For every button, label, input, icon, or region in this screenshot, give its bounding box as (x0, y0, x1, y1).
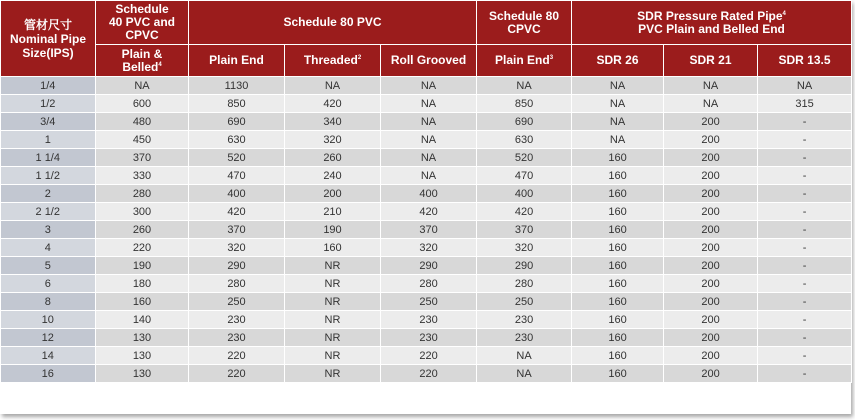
cell-cpvc-plain-end: NA (477, 365, 572, 383)
header-s80c-line-1: Schedule 80 (489, 8, 560, 23)
cell-sched80-threaded: 200 (285, 185, 381, 203)
cell-sched80-roll-grooved: NA (381, 113, 477, 131)
table-row (1, 329, 852, 347)
cell-sched80-roll-grooved: 290 (381, 257, 477, 275)
cell-sched80-threaded: NR (285, 257, 381, 275)
cell-sdr-26: 160 (572, 221, 664, 239)
cell-sched80-roll-grooved: NA (381, 131, 477, 149)
table-row (1, 149, 852, 167)
header-belled-footnote: 4 (158, 61, 162, 68)
cell-sched40-plain-belled: 260 (96, 221, 189, 239)
cell-sched80-threaded: NR (285, 329, 381, 347)
cell-sdr-26: 160 (572, 293, 664, 311)
cell-sched80-roll-grooved: 320 (381, 239, 477, 257)
cell-sdr-13-5: - (758, 347, 852, 365)
table-body (1, 77, 852, 383)
cell-sched80-threaded: NR (285, 311, 381, 329)
cell-sched80-roll-grooved: NA (381, 167, 477, 185)
header-schedule-40 (96, 1, 189, 45)
cell-sdr-26: 160 (572, 149, 664, 167)
cell-sdr-13-5: - (758, 365, 852, 383)
cell-size: 6 (1, 275, 96, 293)
cell-sdr-13-5: - (758, 257, 852, 275)
cell-sched80-plain-end: 420 (189, 203, 285, 221)
table-row (1, 167, 852, 185)
cell-sched80-roll-grooved: NA (381, 149, 477, 167)
cell-sched40-plain-belled: 220 (96, 239, 189, 257)
table-row (1, 203, 852, 221)
cell-sched80-roll-grooved: 230 (381, 311, 477, 329)
table-row (1, 95, 852, 113)
cell-sdr-21: 200 (664, 239, 758, 257)
cell-sched40-plain-belled: 130 (96, 329, 189, 347)
cell-sdr-13-5: NA (758, 77, 852, 95)
cell-cpvc-plain-end: 470 (477, 167, 572, 185)
cell-sched80-roll-grooved: 280 (381, 275, 477, 293)
header-size-line-1: 管材尺寸 (23, 17, 72, 32)
header-sdr-line-2: PVC Plain and Belled End (638, 21, 785, 36)
cell-sdr-26: NA (572, 77, 664, 95)
cell-sdr-21: 200 (664, 311, 758, 329)
header-sdr-line-1 (574, 10, 849, 23)
header-threaded (285, 45, 381, 77)
header-sdr-21: SDR 21 (664, 45, 758, 77)
cell-sdr-13-5: - (758, 185, 852, 203)
cell-sched40-plain-belled: 130 (96, 365, 189, 383)
cell-sched40-plain-belled: 370 (96, 149, 189, 167)
cell-sched80-threaded: 320 (285, 131, 381, 149)
cell-sched80-threaded: 260 (285, 149, 381, 167)
cell-sched80-roll-grooved: 220 (381, 347, 477, 365)
cell-cpvc-plain-end: 230 (477, 311, 572, 329)
cell-sdr-26: 160 (572, 311, 664, 329)
cell-size: 10 (1, 311, 96, 329)
cell-cpvc-plain-end: 370 (477, 221, 572, 239)
cell-cpvc-plain-end: 630 (477, 131, 572, 149)
header-belled: Belled (122, 59, 159, 74)
cell-sched80-plain-end: 250 (189, 293, 285, 311)
cell-size: 1 1/4 (1, 149, 96, 167)
cell-cpvc-plain-end: 320 (477, 239, 572, 257)
cell-sched80-plain-end: 370 (189, 221, 285, 239)
header-sdr-26: SDR 26 (572, 45, 664, 77)
cell-sched80-plain-end: 290 (189, 257, 285, 275)
cell-cpvc-plain-end: NA (477, 347, 572, 365)
cell-sdr-21: 200 (664, 275, 758, 293)
cell-size: 1 (1, 131, 96, 149)
cell-sdr-21: 200 (664, 203, 758, 221)
cell-sched80-plain-end: 230 (189, 311, 285, 329)
header-cpvc-plain-end (477, 45, 572, 77)
cell-sdr-26: 160 (572, 347, 664, 365)
cell-sched80-plain-end: 280 (189, 275, 285, 293)
cell-cpvc-plain-end: 280 (477, 275, 572, 293)
cell-sched80-plain-end: 850 (189, 95, 285, 113)
header-threaded-footnote: 2 (357, 55, 362, 61)
cell-size: 3 (1, 221, 96, 239)
header-schedule-80-pvc: Schedule 80 PVC (189, 1, 477, 45)
cell-sched80-threaded: 210 (285, 203, 381, 221)
table-row (1, 221, 852, 239)
table-header (1, 1, 852, 77)
cell-sched80-roll-grooved: 230 (381, 329, 477, 347)
cell-size: 14 (1, 347, 96, 365)
cell-sdr-13-5: - (758, 131, 852, 149)
cell-cpvc-plain-end: NA (477, 77, 572, 95)
cell-sched40-plain-belled: 480 (96, 113, 189, 131)
cell-size: 5 (1, 257, 96, 275)
cell-size: 1/2 (1, 95, 96, 113)
table-row (1, 131, 852, 149)
cell-sched80-threaded: 340 (285, 113, 381, 131)
header-size-line-2: Nominal Pipe (9, 31, 86, 46)
cell-sdr-21: 200 (664, 185, 758, 203)
cell-size: 3/4 (1, 113, 96, 131)
cell-size: 4 (1, 239, 96, 257)
cell-sched80-threaded: NR (285, 365, 381, 383)
cell-sdr-13-5: - (758, 203, 852, 221)
header-plain-end: Plain End (189, 45, 285, 77)
header-s40-plain-belled (96, 45, 189, 77)
table-row (1, 293, 852, 311)
cell-size: 1/4 (1, 77, 96, 95)
cell-sdr-26: 160 (572, 239, 664, 257)
cell-size: 12 (1, 329, 96, 347)
header-s40-line-2: 40 PVC and (108, 15, 176, 29)
cell-sdr-13-5: - (758, 275, 852, 293)
header-size-line-3: Size(IPS) (22, 45, 74, 60)
cell-sdr-13-5: - (758, 167, 852, 185)
cell-sched80-plain-end: 690 (189, 113, 285, 131)
header-nominal-size (1, 1, 96, 77)
cell-sched80-plain-end: 400 (189, 185, 285, 203)
cell-cpvc-plain-end: 250 (477, 293, 572, 311)
cell-sched80-plain-end: 220 (189, 347, 285, 365)
header-sdr-group (572, 1, 852, 45)
header-sdr-title: SDR Pressure Rated Pipe (637, 8, 783, 23)
cell-sdr-26: 160 (572, 185, 664, 203)
cell-sdr-21: 200 (664, 365, 758, 383)
cell-sdr-13-5: - (758, 311, 852, 329)
cell-sched80-plain-end: 320 (189, 239, 285, 257)
header-s40-line-1: Schedule (115, 2, 169, 16)
header-schedule-80-cpvc (477, 1, 572, 45)
cell-sdr-21: 200 (664, 347, 758, 365)
header-threaded-label: Threaded (303, 53, 358, 67)
table-row (1, 347, 852, 365)
cell-sdr-26: NA (572, 95, 664, 113)
table-row (1, 365, 852, 383)
cell-sdr-21: NA (664, 77, 758, 95)
table-row (1, 275, 852, 293)
cell-sdr-26: 160 (572, 257, 664, 275)
cell-cpvc-plain-end: 520 (477, 149, 572, 167)
cell-sdr-13-5: - (758, 221, 852, 239)
table-row (1, 77, 852, 95)
cell-sched40-plain-belled: 280 (96, 185, 189, 203)
cell-sched80-plain-end: 520 (189, 149, 285, 167)
cell-sdr-21: NA (664, 95, 758, 113)
cell-sched80-threaded: NR (285, 347, 381, 365)
cell-sched80-threaded: 160 (285, 239, 381, 257)
cell-sdr-21: 200 (664, 167, 758, 185)
header-cpvc-plain-end-label: Plain End (495, 53, 550, 67)
cell-cpvc-plain-end: 230 (477, 329, 572, 347)
header-cpvc-footnote: 3 (549, 55, 554, 61)
cell-sched40-plain-belled: NA (96, 77, 189, 95)
cell-size: 2 1/2 (1, 203, 96, 221)
header-sdr-13-5: SDR 13.5 (758, 45, 852, 77)
header-plain-amp: Plain & (121, 46, 163, 61)
cell-sched40-plain-belled: 300 (96, 203, 189, 221)
cell-sdr-21: 200 (664, 221, 758, 239)
cell-cpvc-plain-end: 690 (477, 113, 572, 131)
header-s40-line-3: CPVC (125, 28, 159, 42)
cell-size: 1 1/2 (1, 167, 96, 185)
table-row (1, 311, 852, 329)
cell-size: 8 (1, 293, 96, 311)
cell-sched80-threaded: 190 (285, 221, 381, 239)
cell-sdr-26: 160 (572, 203, 664, 221)
cell-cpvc-plain-end: 850 (477, 95, 572, 113)
cell-sdr-21: 200 (664, 293, 758, 311)
table-row (1, 257, 852, 275)
cell-sched80-roll-grooved: 420 (381, 203, 477, 221)
cell-sched40-plain-belled: 330 (96, 167, 189, 185)
cell-sched80-threaded: NR (285, 293, 381, 311)
header-s80c-line-2: CPVC (507, 21, 541, 36)
cell-sched40-plain-belled: 190 (96, 257, 189, 275)
cell-sched80-threaded: 240 (285, 167, 381, 185)
cell-sdr-13-5: - (758, 239, 852, 257)
cell-sched40-plain-belled: 600 (96, 95, 189, 113)
cell-sched80-plain-end: 220 (189, 365, 285, 383)
cell-sched80-plain-end: 470 (189, 167, 285, 185)
cell-sched80-roll-grooved: 220 (381, 365, 477, 383)
cell-sched80-roll-grooved: 370 (381, 221, 477, 239)
cell-sdr-13-5: - (758, 113, 852, 131)
cell-sdr-26: 160 (572, 365, 664, 383)
cell-sched80-threaded: NR (285, 275, 381, 293)
cell-sched40-plain-belled: 140 (96, 311, 189, 329)
table-row (1, 185, 852, 203)
cell-sdr-26: NA (572, 131, 664, 149)
cell-sdr-21: 200 (664, 257, 758, 275)
cell-sched40-plain-belled: 180 (96, 275, 189, 293)
cell-sdr-26: 160 (572, 329, 664, 347)
cell-sdr-13-5: 315 (758, 95, 852, 113)
cell-sched80-roll-grooved: 250 (381, 293, 477, 311)
cell-sched40-plain-belled: 130 (96, 347, 189, 365)
cell-sched80-roll-grooved: NA (381, 77, 477, 95)
cell-sdr-21: 200 (664, 131, 758, 149)
cell-sdr-13-5: - (758, 149, 852, 167)
table-row (1, 113, 852, 131)
cell-sdr-13-5: - (758, 293, 852, 311)
cell-sched80-roll-grooved: 400 (381, 185, 477, 203)
header-sdr-footnote: 4 (782, 10, 786, 17)
cell-sdr-26: 160 (572, 275, 664, 293)
cell-sdr-26: 160 (572, 167, 664, 185)
cell-sched80-roll-grooved: NA (381, 95, 477, 113)
cell-sched80-plain-end: 230 (189, 329, 285, 347)
cell-cpvc-plain-end: 290 (477, 257, 572, 275)
cell-sched80-plain-end: 1130 (189, 77, 285, 95)
cell-sched80-plain-end: 630 (189, 131, 285, 149)
cell-sdr-21: 200 (664, 329, 758, 347)
cell-sched40-plain-belled: 450 (96, 131, 189, 149)
cell-sdr-26: NA (572, 113, 664, 131)
cell-cpvc-plain-end: 420 (477, 203, 572, 221)
cell-cpvc-plain-end: 400 (477, 185, 572, 203)
cell-sched80-threaded: NA (285, 77, 381, 95)
cell-size: 16 (1, 365, 96, 383)
cell-size: 2 (1, 185, 96, 203)
header-belled-line (98, 61, 186, 74)
table-row (1, 239, 852, 257)
cell-sched80-threaded: 420 (285, 95, 381, 113)
cell-sdr-21: 200 (664, 113, 758, 131)
cell-sdr-21: 200 (664, 149, 758, 167)
cell-sdr-13-5: - (758, 329, 852, 347)
header-roll-grooved: Roll Grooved (381, 45, 477, 77)
cell-sched40-plain-belled: 160 (96, 293, 189, 311)
